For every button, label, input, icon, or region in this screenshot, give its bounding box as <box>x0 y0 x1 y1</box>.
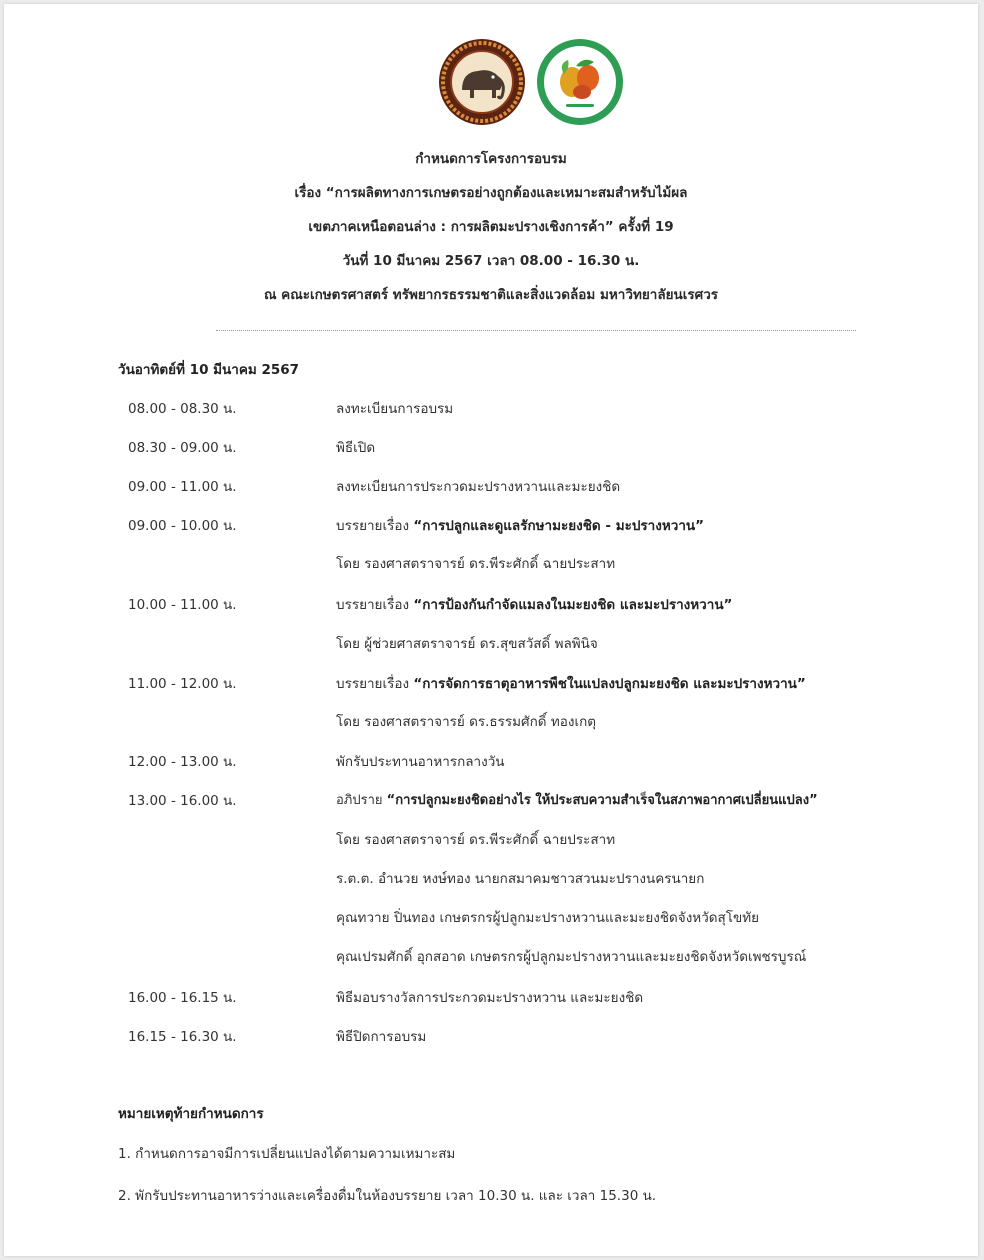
program-topic-line-1: เรื่อง “การผลิตทางการเกษตรอย่างถูกต้องและเหมาะสมสำหรับไม้ผล <box>294 185 688 201</box>
schedule-time: 11.00 - 12.00 น. <box>128 676 237 692</box>
schedule-activity <box>336 789 818 810</box>
speaker-line: ร.ต.ต. อำนวย หงษ์ทอง นายกสมาคมชาวสวนมะปรางนครนายก <box>336 871 705 887</box>
schedule-time: 08.30 - 09.00 น. <box>128 440 237 456</box>
university-elephant-seal-icon <box>438 38 526 126</box>
schedule-activity <box>336 593 732 615</box>
schedule-activity <box>336 672 806 694</box>
program-venue: ณ คณะเกษตรศาสตร์ ทรัพยากรธรรมชาติและสิ่งแวดล้อม มหาวิทยาลัยนเรศวร <box>263 287 719 303</box>
schedule-activity: พิธีมอบรางวัลการประกวดมะปรางหวาน และมะยงชิด <box>336 990 644 1006</box>
note-item: 1. กำหนดการอาจมีการเปลี่ยนแปลงได้ตามความเหมาะสม <box>118 1146 456 1162</box>
speaker-line: คุณเปรมศักดิ์ อุกสอาด เกษตรกรผู้ปลูกมะปรางหวานและมะยงชิดจังหวัดเพชรบูรณ์ <box>336 949 807 965</box>
lecture-prefix: บรรยายเรื่อง <box>336 597 414 613</box>
schedule-activity: ลงทะเบียนการประกวดมะปรางหวานและมะยงชิด <box>336 479 621 495</box>
lecture-prefix: บรรยายเรื่อง <box>336 676 414 692</box>
schedule-activity: พักรับประทานอาหารกลางวัน <box>336 754 505 770</box>
lecture-title: “การจัดการธาตุอาหารพืชในแปลงปลูกมะยงชิด และมะปรางหวาน” <box>413 676 806 692</box>
speaker-line: โดย ผู้ช่วยศาสตราจารย์ ดร.สุขสวัสดิ์ พลพินิจ <box>336 636 598 652</box>
speaker-line: โดย รองศาสตราจารย์ ดร.ธรรมศักดิ์ ทองเกตุ <box>336 714 597 730</box>
schedule-time: 09.00 - 10.00 น. <box>128 518 237 534</box>
agriculture-faculty-logo-icon <box>536 38 624 126</box>
panel-title: “การปลูกมะยงชิดอย่างไร ให้ประสบความสำเร็จในสภาพอากาศเปลี่ยนแปลง” <box>386 793 818 808</box>
speaker-line: คุณทวาย ปิ่นทอง เกษตรกรผู้ปลูกมะปรางหวานและมะยงชิดจังหวัดสุโขทัย <box>336 910 760 926</box>
schedule-time: 16.15 - 16.30 น. <box>128 1029 237 1045</box>
lecture-title: “การปลูกและดูแลรักษามะยงชิด - มะปรางหวาน” <box>413 518 704 534</box>
schedule-time: 13.00 - 16.00 น. <box>128 793 237 809</box>
logo-row <box>4 38 978 128</box>
schedule-activity: พิธีเปิด <box>336 440 376 456</box>
program-topic-line-2: เขตภาคเหนือตอนล่าง : การผลิตมะปรางเชิงการค้า” ครั้งที่ 19 <box>308 219 674 235</box>
panel-prefix: อภิปราย <box>336 793 387 808</box>
lecture-prefix: บรรยายเรื่อง <box>336 518 414 534</box>
program-heading: กำหนดการโครงการอบรม <box>415 151 567 167</box>
schedule-time: 12.00 - 13.00 น. <box>128 754 237 770</box>
schedule-activity: ลงทะเบียนการอบรม <box>336 401 454 417</box>
lecture-title: “การป้องกันกำจัดแมลงในมะยงชิด และมะปรางหวาน” <box>413 597 733 613</box>
speaker-line: โดย รองศาสตราจารย์ ดร.พีระศักดิ์ ฉายประสาท <box>336 556 616 572</box>
dotted-divider <box>216 330 856 331</box>
schedule-time: 09.00 - 11.00 น. <box>128 479 237 495</box>
note-item: 2. พักรับประทานอาหารว่างและเครื่องดื่มในห้องบรรยาย เวลา 10.30 น. และ เวลา 15.30 น. <box>118 1188 657 1204</box>
document-page <box>4 4 978 1256</box>
schedule-time: 10.00 - 11.00 น. <box>128 597 237 613</box>
schedule-activity: พิธีปิดการอบรม <box>336 1029 427 1045</box>
speaker-line: โดย รองศาสตราจารย์ ดร.พีระศักดิ์ ฉายประสาท <box>336 832 616 848</box>
schedule-activity <box>336 514 704 536</box>
notes-title: หมายเหตุท้ายกำหนดการ <box>118 1106 264 1122</box>
schedule-time: 16.00 - 16.15 น. <box>128 990 237 1006</box>
schedule-time: 08.00 - 08.30 น. <box>128 401 237 417</box>
day-heading: วันอาทิตย์ที่ 10 มีนาคม 2567 <box>118 362 300 378</box>
program-date: วันที่ 10 มีนาคม 2567 เวลา 08.00 - 16.30 น. <box>342 253 640 269</box>
